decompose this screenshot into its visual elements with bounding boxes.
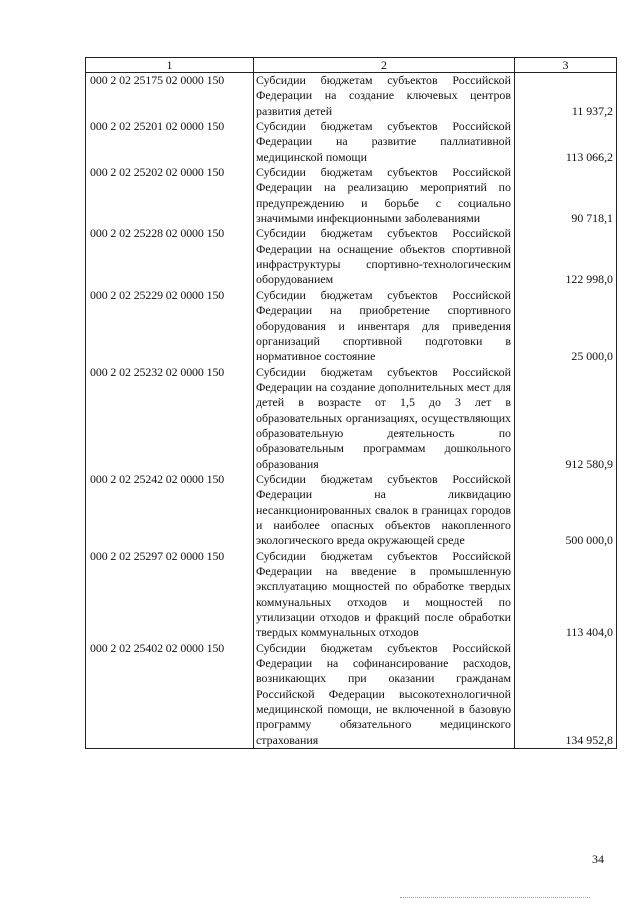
- amount-cell: 113 404,0: [515, 549, 617, 641]
- page-number: 34: [592, 852, 604, 866]
- table-row: [86, 226, 617, 287]
- budget-code-cell: 000 2 02 25228 02 0000 150: [86, 226, 254, 287]
- table-row: [86, 119, 617, 165]
- table-header-row: [86, 58, 617, 73]
- description-cell: Субсидии бюджетам субъектов Российской Федерации на создание дополнительных мест для детей в возрасте от 1,5 до 3 лет в образовательных организациях, осуществляющих образовательную деятельность по образовательным программам дошкольного образования: [254, 365, 515, 472]
- amount-cell: 113 066,2: [515, 119, 617, 165]
- table-row: [86, 365, 617, 472]
- description-cell: Субсидии бюджетам субъектов Российской Федерации на софинансирование расходов, возникающих при оказании гражданам Российской Федерации высокотехнологичной медицинской помощи, не включенной в базовую программу обязательного медицинского страхования: [254, 641, 515, 749]
- table-row: [86, 641, 617, 749]
- amount-cell: 90 718,1: [515, 165, 617, 226]
- budget-code-cell: 000 2 02 25202 02 0000 150: [86, 165, 254, 226]
- amount-cell: 500 000,0: [515, 472, 617, 549]
- budget-code-cell: 000 2 02 25232 02 0000 150: [86, 365, 254, 472]
- amount-cell: 11 937,2: [515, 73, 617, 120]
- table-row: [86, 165, 617, 226]
- table-row: [86, 549, 617, 641]
- budget-code-cell: 000 2 02 25242 02 0000 150: [86, 472, 254, 549]
- table-row: [86, 288, 617, 365]
- description-cell: Субсидии бюджетам субъектов Российской Федерации на реализацию мероприятий по предупреждению и борьбе с социально значимыми инфекционными заболеваниями: [254, 165, 515, 226]
- budget-code-cell: 000 2 02 25402 02 0000 150: [86, 641, 254, 749]
- description-cell: Субсидии бюджетам субъектов Российской Федерации на приобретение спортивного оборудования и инвентаря для приведения организаций спортивной подготовки в нормативное состояние: [254, 288, 515, 365]
- amount-cell: 25 000,0: [515, 288, 617, 365]
- description-cell: Субсидии бюджетам субъектов Российской Федерации на ликвидацию несанкционированных свалок в границах городов и наиболее опасных объектов накопленного экологического вреда окружающей среде: [254, 472, 515, 549]
- description-cell: Субсидии бюджетам субъектов Российской Федерации на создание ключевых центров развития детей: [254, 73, 515, 120]
- column-header-3: 3: [515, 58, 617, 73]
- amount-cell: 134 952,8: [515, 641, 617, 749]
- table-row: [86, 472, 617, 549]
- table-row: [86, 73, 617, 120]
- column-header-1: 1: [86, 58, 254, 73]
- footer-divider: [400, 897, 590, 898]
- description-cell: Субсидии бюджетам субъектов Российской Федерации на оснащение объектов спортивной инфраструктуры спортивно-технологическим оборудованием: [254, 226, 515, 287]
- budget-code-cell: 000 2 02 25229 02 0000 150: [86, 288, 254, 365]
- budget-table: [85, 57, 617, 749]
- amount-cell: 912 580,9: [515, 365, 617, 472]
- budget-code-cell: 000 2 02 25201 02 0000 150: [86, 119, 254, 165]
- column-header-2: 2: [254, 58, 515, 73]
- description-cell: Субсидии бюджетам субъектов Российской Федерации на введение в промышленную эксплуатацию мощностей по обработке твердых коммунальных отходов и мощностей по утилизации отходов и фракций после обработки твердых коммунальных отходов: [254, 549, 515, 641]
- budget-code-cell: 000 2 02 25175 02 0000 150: [86, 73, 254, 120]
- description-cell: Субсидии бюджетам субъектов Российской Федерации на развитие паллиативной медицинской помощи: [254, 119, 515, 165]
- budget-code-cell: 000 2 02 25297 02 0000 150: [86, 549, 254, 641]
- amount-cell: 122 998,0: [515, 226, 617, 287]
